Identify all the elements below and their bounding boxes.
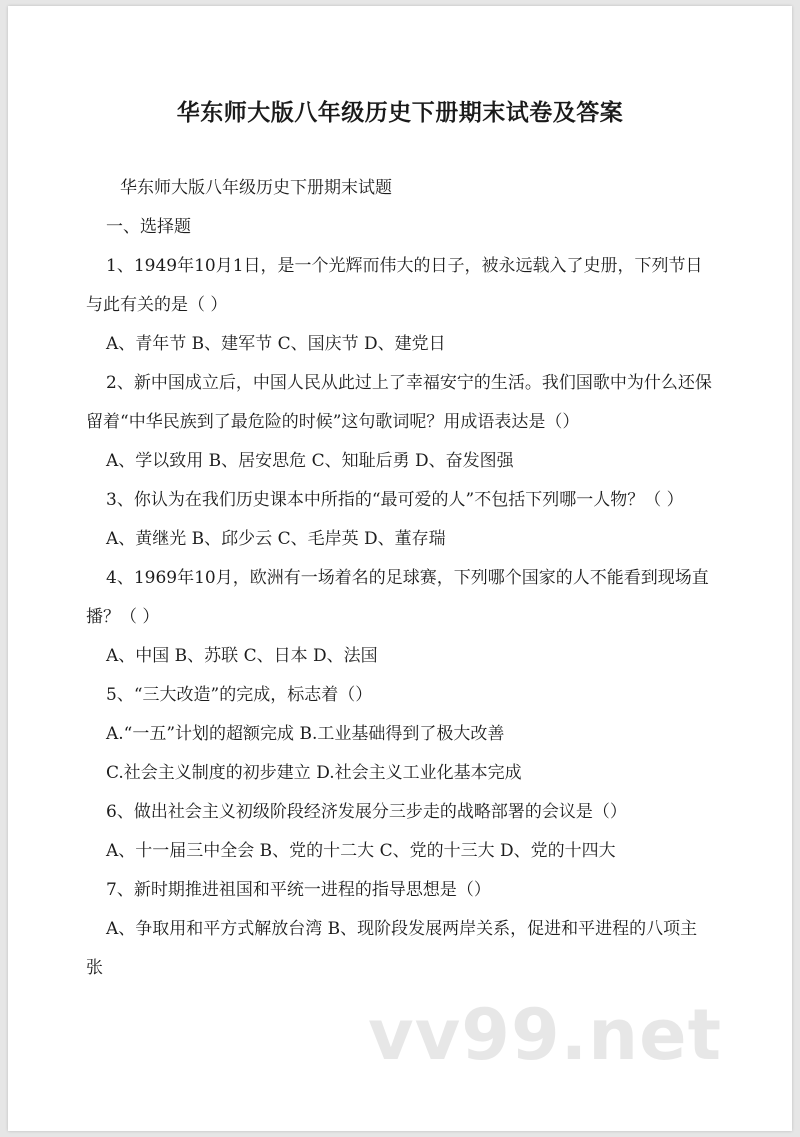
options-3: A、黄继光 B、邱少云 C、毛岸英 D、董存瑞 <box>106 529 446 549</box>
options-2: A、学以致用 B、居安思危 C、知耻后勇 D、奋发图强 <box>106 451 514 471</box>
options-4: A、中国 B、苏联 C、日本 D、法国 <box>106 646 378 666</box>
document-page <box>8 6 792 1131</box>
options-5-cd: C.社会主义制度的初步建立 D.社会主义工业化基本完成 <box>106 763 522 783</box>
options-1: A、青年节 B、建军节 C、国庆节 D、建党日 <box>106 334 446 354</box>
document-title: 华东师大版八年级历史下册期末试卷及答案 <box>176 100 624 126</box>
question-4: 4、1969年10月，欧洲有一场着名的足球赛，下列哪个国家的人不能看到现场直播？（ ） <box>86 568 709 627</box>
document-body <box>86 169 714 988</box>
exam-subtitle: 华东师大版八年级历史下册期末试题 <box>120 178 392 198</box>
question-5: 5、“三大改造”的完成，标志着（） <box>106 685 373 705</box>
options-6: A、十一届三中全会 B、党的十二大 C、党的十三大 D、党的十四大 <box>106 841 616 861</box>
question-1: 1、1949年10月1日，是一个光辉而伟大的日子，被永远载入了史册，下列节日与此有关的是（ ） <box>86 256 703 315</box>
question-7: 7、新时期推进祖国和平统一进程的指导思想是（） <box>106 880 491 900</box>
section-heading: 一、选择题 <box>106 217 191 237</box>
options-5-ab: A.“一五”计划的超额完成 B.工业基础得到了极大改善 <box>106 724 505 744</box>
question-6: 6、做出社会主义初级阶段经济发展分三步走的战略部署的会议是（） <box>106 802 627 822</box>
question-3: 3、你认为在我们历史课本中所指的“最可爱的人”不包括下列哪一人物？（ ） <box>106 490 684 510</box>
watermark-text: vv99.net <box>368 994 723 1076</box>
question-2: 2、新中国成立后，中国人民从此过上了幸福安宁的生活。我们国歌中为什么还保留着“中华民族到了最危险的时候”这句歌词呢？用成语表达是（） <box>86 373 712 432</box>
options-7: A、争取用和平方式解放台湾 B、现阶段发展两岸关系，促进和平进程的八项主张 <box>86 919 698 978</box>
